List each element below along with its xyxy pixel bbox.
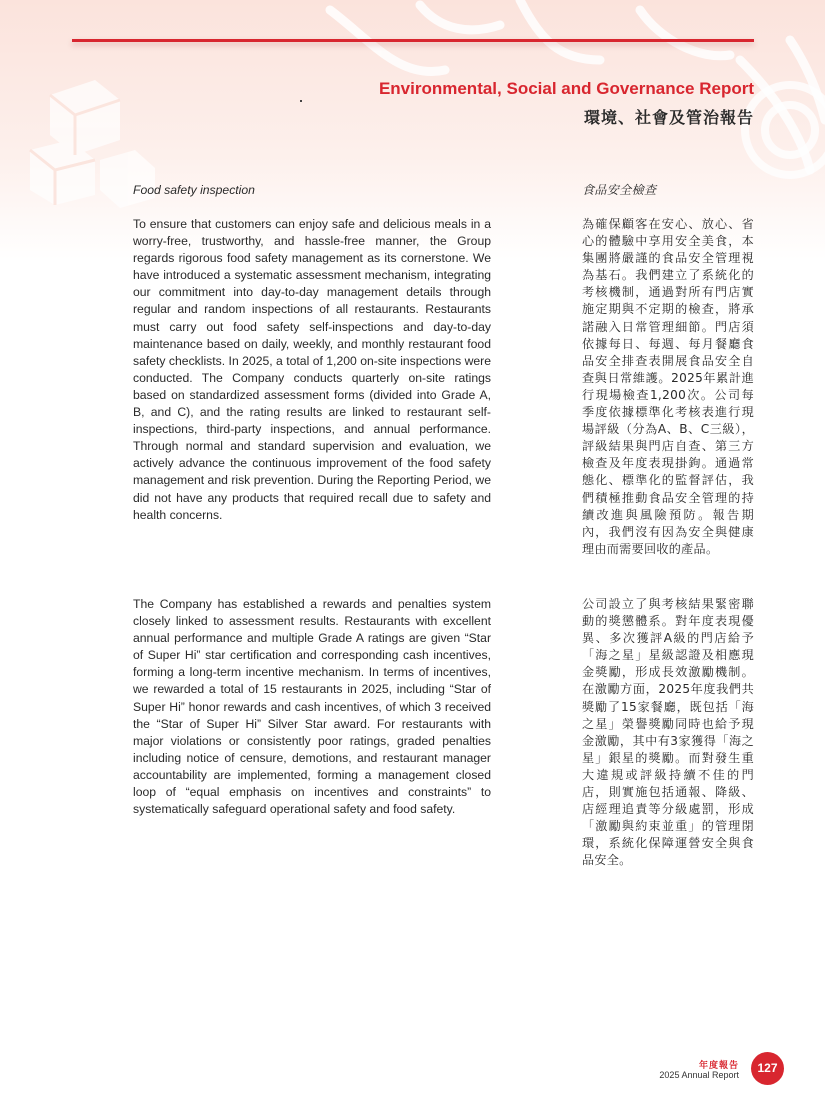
paragraph-en-2: The Company has established a rewards and penalties system closely linked to assessment results. Restaurants with excellent annual performance and multiple Grade A ratings are given “Star of Super Hi” star certification and corresponding cash incentives, forming a long-term incentive mechanism. In terms of incentives, we rewarded a total of 15 restaurants in 2025, including “Star of Super Hi” honor rewards and cash incentives, of which 3 received the “Star of Super Hi” Silver Star award. For restaurants with major violations or consistently poor ratings, graded penalties including notice of censure, demotions, and restaurant manager accountability are implemented, forming a management closed loop of “equal emphasis on incentives and constraints” to systematically safeguard operational safety and food safety.: [133, 597, 491, 817]
footer-report-label-zh: 年度報告: [698, 1060, 739, 1070]
header-rule: [72, 39, 754, 42]
paragraph-zh-2: 公司設立了與考核結果緊密聯動的獎懲體系。對年度表現優異、多次獲評A級的門店給予「海之星」星級認證及相應現金獎勵，形成長效激勵機制。在激勵方面，2025年度我們共獎勵了15家餐廳，既包括「海之星」榮譽獎勵同時也給予現金激勵，其中有3家獲得「海之星」銀星的獎勵。而對發生重大違規或評級持續不佳的門店，則實施包括通報、降級、店經理追責等分級處罰，形成「激勵與約束並重」的管理閉環，系統化保障運營安全與食品安全。: [582, 597, 754, 868]
body-column-zh-1: [582, 216, 754, 558]
paragraph-zh-1: 為確保顧客在安心、放心、省心的體驗中享用安全美食，本集團將嚴謹的食品安全管理視為基石。我們建立了系統化的考核機制，通過對所有門店實施定期與不定期的檢查，將承諾融入日常管理細節。門店須依據每日、每週、每月餐廳食品安全排查表開展食品安全自查與日常維護。2025年累計進行現場檢查1,200次。公司每季度依據標準化考核表進行現場評級（分為A、B、C三級），評級結果與門店自查、第三方檢查及年度表現掛鉤。通過常態化、標準化的監督評估，我們積極推動食品安全管理的持續改進與風險預防。報告期內，我們沒有因為安全與健康理由而需要回收的產品。: [582, 217, 754, 556]
section-heading-en: Food safety inspection: [133, 183, 255, 197]
body-column-en-1: [133, 216, 491, 524]
report-title-en: Environmental, Social and Governance Report: [378, 79, 754, 98]
body-column-zh-2: [582, 596, 754, 870]
paragraph-en-1: To ensure that customers can enjoy safe and delicious meals in a worry-free, trustworthy, and hassle-free manner, the Group regards rigorous food safety management as its cornerstone. We have introduced a systematic assessment mechanism, integrating our commitment into day-to-day management details through regular and random inspections of all restaurants. Restaurants must carry out food safety self-inspections and day-to-day maintenance based on daily, weekly, and monthly restaurant food safety checklists. In 2025, a total of 1,200 on-site inspections were conducted. The Company conducts quarterly on-site ratings based on standardized assessment forms (divided into Grade A, B, and C), and the rating results are linked to restaurant self-inspections, third-party inspections, and annual performance. Through normal and standard supervision and evaluation, we actively advance the continuous improvement of the food safety management and risk prevention. During the Reporting Period, we did not have any products that required recall due to safety and health concerns.: [133, 217, 491, 522]
stray-dot: [300, 100, 302, 102]
section-heading-zh: 食品安全檢查: [582, 183, 657, 197]
page-number-badge: 127: [751, 1052, 784, 1085]
report-title-zh: 環境、社會及管治報告: [583, 110, 754, 127]
footer-report-label-en: 2025 Annual Report: [659, 1070, 739, 1080]
body-column-en-2: [133, 596, 491, 818]
